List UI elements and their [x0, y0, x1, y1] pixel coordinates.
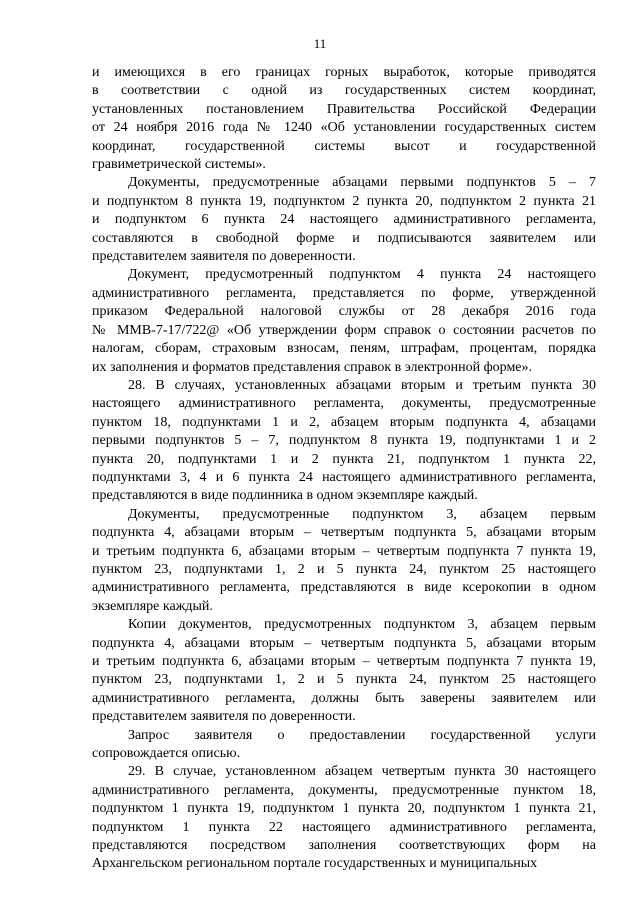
paragraph-line: Архангельском региональном портале государственных и муниципальных	[92, 856, 538, 872]
paragraph-line: и подпунктом 8 пункта 19, подпунктом 2 пункта 20, подпунктом 2 пункта 21	[92, 193, 596, 209]
paragraph-line: координат, государственной системы высот и государственной	[92, 138, 596, 154]
paragraph-line: представляются в виде подлинника в одном экземпляре каждый.	[92, 488, 478, 504]
paragraph-line: подпункта 4, абзацами вторым – четвертым подпункта 5, абзацами вторым	[92, 635, 596, 651]
paragraph-line: и третьим подпункта 6, абзацами вторым – четвертым подпункта 7 пункта 19,	[92, 543, 596, 559]
paragraph-first-line: Документы, предусмотренные абзацами первыми подпунктов 5 – 7	[128, 175, 596, 191]
paragraph-line: административного регламента, представляется по форме, утвержденной	[92, 285, 596, 301]
paragraph-line: и подпунктом 6 пункта 24 настоящего административного регламента,	[92, 212, 596, 228]
paragraph-first-line: и имеющихся в его границах горных выработок, которые приводятся	[92, 65, 596, 80]
paragraph-line: от 24 ноября 2016 года № 1240 «Об установлении государственных систем	[92, 120, 596, 136]
paragraph-line: пунктом 23, подпунктами 1, 2 и 5 пункта 24, пунктом 25 настоящего	[92, 672, 596, 688]
paragraph-line: настоящего административного регламента, документы, предусмотренные	[92, 396, 596, 412]
paragraph-line: в соответствии с одной из государственных систем координат,	[92, 83, 596, 99]
paragraph-line: подпунктом 1 пункта 19, подпунктом 1 пункта 20, подпунктом 1 пункта 21,	[92, 801, 596, 817]
document-body	[92, 64, 596, 874]
paragraph-line: пунктом 18, подпунктами 1 и 2, абзацем вторым подпункта 4, абзацами	[92, 414, 596, 430]
paragraph-line: № ММВ-7-17/722@ «Об утверждении форм справок о состоянии расчетов по	[92, 322, 596, 338]
paragraph-line: налогам, сборам, страховым взносам, пеням, штрафам, процентам, порядка	[92, 341, 596, 357]
paragraph-first-line: Копии документов, предусмотренных подпунктом 3, абзацем первым	[128, 617, 596, 633]
paragraph-line: административного регламента, должны быть заверены заявителем или	[92, 690, 596, 706]
paragraph-first-line: 29. В случае, установленном абзацем четвертым пункта 30 настоящего	[128, 764, 596, 780]
paragraph-line: приказом Федеральной налоговой службы от 28 декабря 2016 года	[92, 304, 596, 320]
paragraph-line: пунктом 23, подпунктами 1, 2 и 5 пункта 24, пунктом 25 настоящего	[92, 561, 596, 577]
paragraph-line: подпунктом 1 пункта 22 настоящего административного регламента,	[92, 819, 596, 835]
paragraph-line: установленных постановлением Правительства Российской Федерации	[92, 101, 596, 117]
paragraph-line: административного регламента, документы, предусмотренные пунктом 18,	[92, 782, 596, 798]
paragraph-line: подпунктами 3, 4 и 6 пункта 24 настоящего административного регламента,	[92, 469, 596, 485]
paragraph-line: представителем заявителя по доверенности.	[92, 249, 356, 265]
paragraph-line: составляются в свободной форме и подписываются заявителем или	[92, 230, 596, 246]
paragraph-line: пункта 20, подпунктами 1 и 2 пункта 21, подпунктом 1 пункта 22,	[92, 451, 596, 467]
page-number: 11	[313, 36, 327, 51]
paragraph-line: экземпляре каждый.	[92, 598, 213, 614]
paragraph-first-line: Документ, предусмотренный подпунктом 4 пункта 24 настоящего	[128, 267, 596, 283]
paragraph-line: представляются посредством заполнения соответствующих форм на	[92, 838, 596, 854]
paragraph-first-line: Запрос заявителя о предоставлении государственной услуги	[128, 727, 596, 743]
paragraph-line: административного регламента, представляются в виде ксерокопии в одном	[92, 580, 596, 596]
paragraph-line: гравиметрической системы».	[92, 157, 266, 173]
paragraph-line: первыми подпунктов 5 – 7, подпунктом 8 пункта 19, подпунктами 1 и 2	[92, 433, 596, 449]
paragraph-first-line: 28. В случаях, установленных абзацами вторым и третьим пункта 30	[128, 377, 596, 393]
paragraph-line: представителем заявителя по доверенности.	[92, 709, 356, 725]
paragraph-line: сопровождается описью.	[92, 746, 241, 762]
paragraph-first-line: Документы, предусмотренные подпунктом 3, абзацем первым	[128, 506, 596, 522]
paragraph-line: и третьим подпункта 6, абзацами вторым – четвертым подпункта 7 пункта 19,	[92, 654, 596, 669]
paragraph-line: их заполнения и форматов представления справок в электронной форме».	[92, 359, 533, 375]
paragraph-line: подпункта 4, абзацами вторым – четвертым подпункта 5, абзацами вторым	[92, 525, 596, 541]
